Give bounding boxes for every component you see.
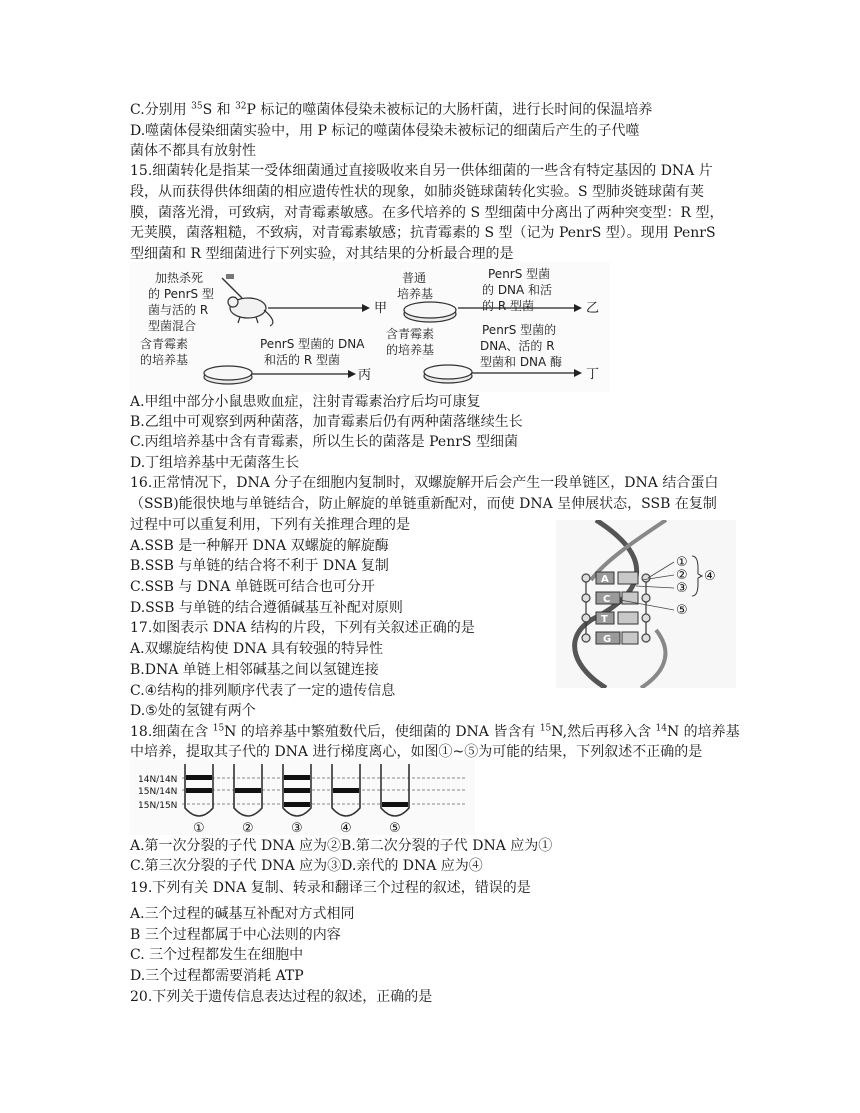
q14-option-d-line1: D.噬菌体侵染细菌实验中，用 P 标记的噬菌体侵染未被标记的细菌后产生的子代噬 xyxy=(130,123,640,139)
jia-result: 甲 xyxy=(374,301,388,316)
yi-add-label-2: 的 DNA 和活 xyxy=(482,283,553,297)
yi-medium-label-1: 普通 xyxy=(402,271,427,285)
q20-stem: 20.下列关于遗传信息表达过程的叙述，正确的是 xyxy=(130,989,433,1005)
q16-option-d: D.SSB 与单链的结合遵循碱基互补配对原则 xyxy=(130,600,403,616)
band-label-15-15: 15N/15N xyxy=(138,801,178,811)
q18-options-ab: A.第一次分裂的子代 DNA 应为②B.第二次分裂的子代 DNA 应为① xyxy=(130,838,553,854)
q14-option-d-line2: 菌体不都具有放射性 xyxy=(130,143,256,159)
q19-option-a: A.三个过程的碱基互补配对方式相同 xyxy=(130,906,355,922)
band-label-15-14: 15N/14N xyxy=(138,787,178,797)
yi-add-label-1: PenrS 型菌 xyxy=(488,267,551,281)
tube-label-5: ⑤ xyxy=(389,821,401,835)
q17-option-d: D.⑤处的氢键有两个 xyxy=(130,703,256,719)
ding-add-label-1: PenrS 型菌的 xyxy=(482,323,557,337)
tube-label-1: ① xyxy=(193,821,205,835)
q15-option-d: D.丁组培养基中无菌落生长 xyxy=(130,455,300,471)
yi-medium-label-2: 培养基 xyxy=(397,287,434,301)
ding-medium-label-1: 含青霉素 xyxy=(386,327,435,341)
ding-add-label-3: 型菌和 DNA 酶 xyxy=(480,355,563,369)
q17-option-a: A.双螺旋结构使 DNA 具有较强的特异性 xyxy=(130,641,384,657)
tube-label-2: ② xyxy=(242,821,254,835)
bing-result: 丙 xyxy=(358,368,372,383)
q15-option-a: A.甲组中部分小鼠患败血症，注射青霉素治疗后均可康复 xyxy=(130,394,481,410)
bing-add-label-2: 和活的 R 型菌 xyxy=(264,353,340,367)
marker-4: ④ xyxy=(704,569,716,584)
q16-option-b: B.SSB 与单链的结合将不利于 DNA 复制 xyxy=(130,558,389,574)
q15-experiment-figure xyxy=(130,262,610,392)
ding-add-label-2: DNA、活的 R xyxy=(480,339,555,353)
q16-option-a: A.SSB 是一种解开 DNA 双螺旋的解旋酶 xyxy=(130,538,389,554)
q16-stem-line1: 16.正常情况下，DNA 分子在细胞内复制时，双螺旋解开后会产生一段单链区，DNA 结合蛋白 xyxy=(130,475,719,491)
q15-stem-line3: 膜，菌落光滑，可致病，对青霉素敏感。在多代培养的 S 型细菌中分离出了两种突变型：R 型， xyxy=(130,205,724,221)
q18-stem-line2: 中培养，提取其子代的 DNA 进行梯度离心，如图①~⑤为可能的结果，下列叙述不正确的是 xyxy=(130,744,703,760)
bing-add-label-1: PenrS 型菌的 DNA xyxy=(260,337,365,351)
q16-stem-line3: 过程中可以重复利用，下列有关推理合理的是 xyxy=(130,517,410,533)
q14-option-c: C.分别用 $^{35}$S 和 $^{32}$P 标记的噬菌体侵染未被标记的大肠杆菌，进行长时间的保温培养 xyxy=(130,101,653,118)
q15-stem-line2: 段，从而获得供体细菌的相应遗传性状的现象，如肺炎链球菌转化实验。S 型肺炎链球菌有荚 xyxy=(130,184,705,200)
base-t: T xyxy=(601,614,608,625)
q16-stem-line2: （SSB)能很快地与单链结合，防止解旋的单链重新配对，而使 DNA 呈伸展状态，SSB 在复制 xyxy=(130,496,717,512)
q17-stem: 17.如图表示 DNA 结构的片段，下列有关叙述正确的是 xyxy=(130,620,475,636)
yi-petri-dish-icon xyxy=(404,302,456,322)
jia-label-3: 菌与活的 R xyxy=(148,303,209,317)
ding-result: 丁 xyxy=(586,367,600,382)
base-g: G xyxy=(603,634,612,645)
yi-result: 乙 xyxy=(586,301,600,316)
base-c: C xyxy=(603,594,611,605)
q17-option-c: C.④结构的排列顺序代表了一定的遗传信息 xyxy=(130,683,396,699)
ding-petri-dish-icon xyxy=(424,365,472,383)
q16-option-c: C.SSB 与 DNA 单链既可结合也可分开 xyxy=(130,579,375,595)
marker-5: ⑤ xyxy=(676,603,688,618)
jia-label-2: 的 PenrS 型 xyxy=(148,287,214,301)
q18-stem-line1: 18.细菌在含 $^{15}$N 的培养基中繁殖数代后，使细菌的 DNA 皆含有 $^{15}$N,然后再移入含 $^{14}$N 的培养基 xyxy=(130,723,740,740)
q15-option-c: C.丙组培养基中含有青霉素，所以生长的菌落是 PenrS 型细菌 xyxy=(130,434,518,450)
q18-options-cd: C.第三次分裂的子代 DNA 应为③D.亲代的 DNA 应为④ xyxy=(130,858,483,874)
q19-option-d: D.三个过程都需要消耗 ATP xyxy=(130,968,304,984)
yi-add-label-3: 的 R 型菌 xyxy=(482,299,534,313)
marker-3: ③ xyxy=(676,581,688,596)
q18-centrifuge-tubes-figure xyxy=(130,760,475,835)
tube-label-4: ④ xyxy=(340,821,352,835)
bing-medium-label-1: 含青霉素 xyxy=(140,337,189,351)
q19-option-b: B 三个过程都属于中心法则的内容 xyxy=(130,927,341,943)
marker-2: ② xyxy=(676,568,688,583)
jia-label-1: 加热杀死 xyxy=(155,271,204,285)
base-a: A xyxy=(601,574,609,585)
q15-stem-line1: 15.细菌转化是指某一受体细菌通过直接吸收来自另一供体细菌的一些含有特定基因的 DNA 片 xyxy=(130,163,713,179)
marker-1: ① xyxy=(676,555,688,570)
q19-option-c: C. 三个过程都发生在细胞中 xyxy=(130,947,304,963)
bing-petri-dish-icon xyxy=(204,366,252,384)
q15-stem-line5: 型细菌和 R 型细菌进行下列实验，对其结果的分析最合理的是 xyxy=(130,246,514,262)
bing-medium-label-2: 的培养基 xyxy=(140,353,189,367)
q19-stem: 19.下列有关 DNA 复制、转录和翻译三个过程的叙述，错误的是 xyxy=(130,880,531,896)
tube-label-3: ③ xyxy=(291,821,303,835)
q15-option-b: B.乙组中可观察到两种菌落，加青霉素后仍有两种菌落继续生长 xyxy=(130,414,523,430)
band-label-14-14: 14N/14N xyxy=(138,775,178,785)
ding-medium-label-2: 的培养基 xyxy=(386,343,435,357)
q17-dna-structure-figure xyxy=(556,520,736,688)
jia-label-4: 型菌混合 xyxy=(148,319,197,333)
q15-stem-line4: 无荚膜，菌落粗糙，不致病，对青霉素敏感；抗青霉素的 S 型（记为 PenrS 型）。现用 PenrS xyxy=(130,225,716,241)
q17-option-b: B.DNA 单链上相邻碱基之间以氢键连接 xyxy=(130,662,379,678)
